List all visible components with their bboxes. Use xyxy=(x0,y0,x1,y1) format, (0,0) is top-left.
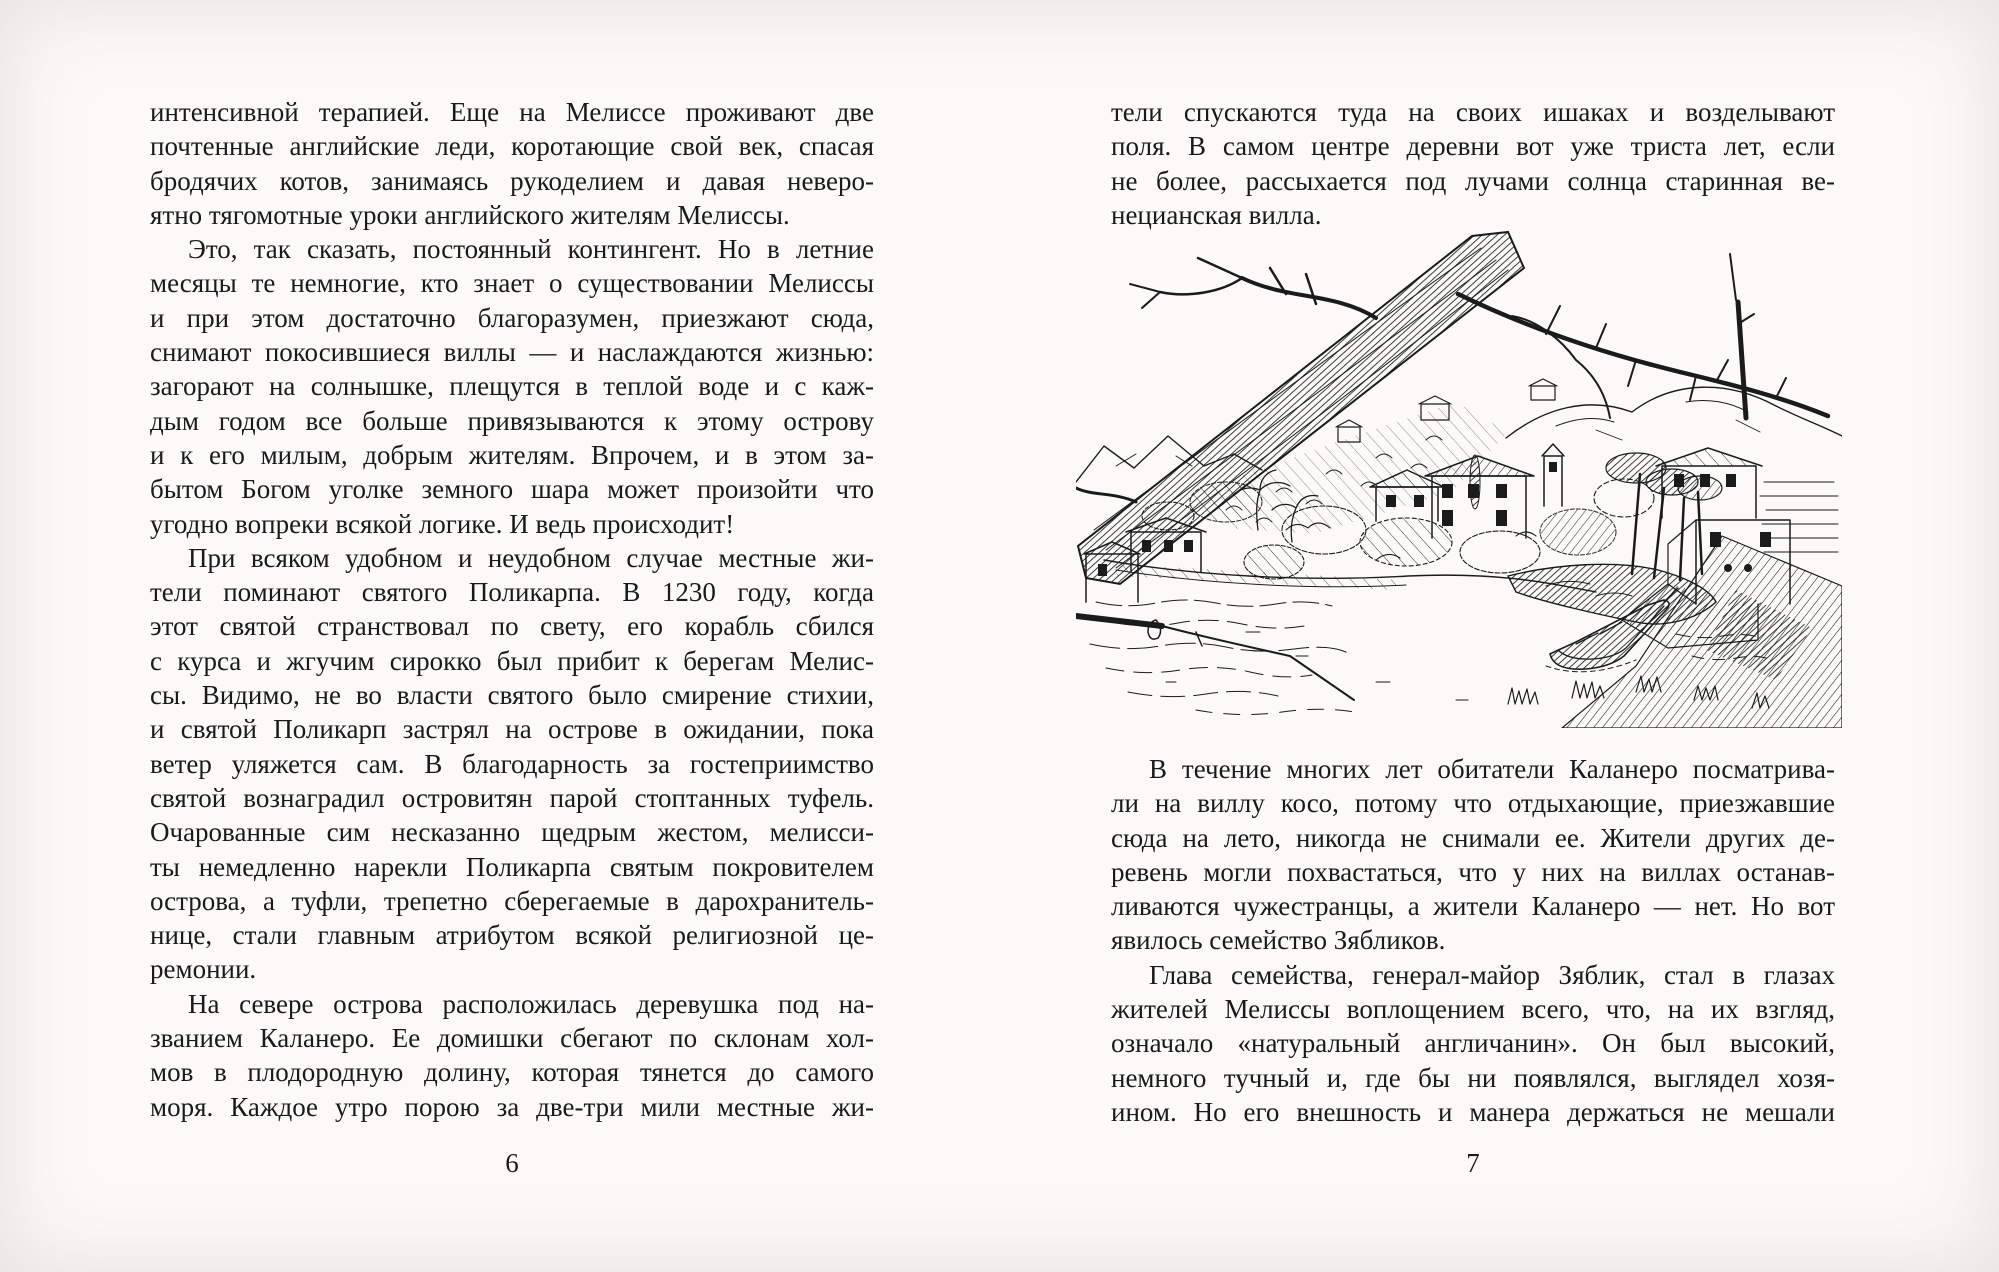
text-line: этот святой странствовал по свету, его корабль сбился xyxy=(150,611,874,642)
pine-trees xyxy=(1606,453,1722,580)
text-line: званием Каланеро. Ее домишки сбегают по склонам хол- xyxy=(150,1023,874,1054)
text-line: ты немедленно нарекли Поликарпа святым покровителем xyxy=(150,851,874,882)
text-line: острова, а туфли, трепетно сберегаемые в дарохранитель- xyxy=(150,885,874,916)
text-line: и к его милым, добрым жителям. Впрочем, и в этом за- xyxy=(150,439,874,470)
text-line: сюда на лето, никогда не снимали ее. Жители других де- xyxy=(1111,822,1835,853)
text-line: угодно вопреки всякой логике. И ведь происходит! xyxy=(150,508,735,539)
text-line: интенсивной терапией. Еще на Мелиссе проживают две xyxy=(150,97,874,127)
text-line: не более, рассыхается под лучами солнца старинная ве- xyxy=(1111,165,1835,196)
text-line: Очарованные сим несказанно щедрым жестом, мелисси- xyxy=(150,817,874,848)
text-line: мов в плодородную долину, которая тянется до самого xyxy=(150,1057,874,1088)
text-line: загорают на солнышке, плещутся в теплой воде и с каж- xyxy=(150,371,874,402)
text-line: В течение многих лет обитатели Каланеро посматрива- xyxy=(1149,754,1835,784)
text-line: ветер уляжется сам. В благодарность за гостеприимство xyxy=(150,748,874,779)
text-line: нице, стали главным атрибутом всякой религиозной це- xyxy=(150,920,874,951)
text-line: нецианская вилла. xyxy=(1111,199,1322,230)
text-line: ремонии. xyxy=(150,954,257,985)
right-page-text-bottom xyxy=(1111,752,1835,1129)
text-line: с курса и жгучим сирокко был прибит к берегам Мелис- xyxy=(150,645,874,676)
text-line: ревень могли похвастаться, что у них на виллах останав- xyxy=(1111,856,1835,887)
text-line: святой вознаградил островитян парой стоптанных туфель. xyxy=(150,782,874,813)
text-line: и святой Поликарп застрял на острове в ожидании, пока xyxy=(150,714,874,745)
text-line: дым годом все больше привязываются к этому острову xyxy=(150,405,874,436)
text-line: почтенные английские леди, коротающие свой век, спасая xyxy=(150,131,874,162)
text-line: ином. Но его внешность и манера держаться не мешали xyxy=(1111,1096,1835,1127)
text-line: тели спускаются туда на своих ишаках и возделывают xyxy=(1111,97,1835,127)
text-line: сы. Видимо, не во власти святого было смирение стихии, xyxy=(150,680,874,711)
text-line: означало «натуральный англичанин». Он был высокий, xyxy=(1111,1028,1835,1059)
right-page-text-top xyxy=(1111,95,1835,232)
page-number-left: 6 xyxy=(505,1148,519,1178)
text-line: и при этом достаточно благоразумен, приезжают сюда, xyxy=(150,302,874,333)
text-line: Глава семейства, генерал-майор Зяблик, стал в глазах xyxy=(1149,959,1835,990)
text-line: явилось семейство Зябликов. xyxy=(1111,925,1446,956)
text-line: месяцы те немногие, кто знает о существовании Мелиссы xyxy=(150,268,874,299)
text-line: ливаются чужестранцы, а жители Каланеро — нет. Но вот xyxy=(1111,891,1835,922)
text-line: бытом Богом уголке земного шара может произойти что xyxy=(150,474,874,505)
text-line: бродячих котов, занимаясь рукоделием и давая неверо- xyxy=(150,165,874,196)
text-line: Это, так сказать, постоянный контингент. Но в летние xyxy=(188,234,874,265)
text-line: тели поминают святого Поликарпа. В 1230 году, когда xyxy=(150,577,874,608)
text-line: ятно тягомотные уроки английского жителям Мелиссы. xyxy=(150,199,790,230)
text-line: немного тучный и, где бы ни появлялся, выглядел хозя- xyxy=(1111,1062,1835,1093)
terraces xyxy=(1760,482,1838,552)
text-line: поля. В самом центре деревни вот уже триста лет, если xyxy=(1111,131,1835,162)
text-line: снимают покосившиеся виллы — и наслаждаются жизнью: xyxy=(150,337,874,368)
slope-and-grass xyxy=(1508,536,1842,728)
text-line: моря. Каждое утро порою за две-три мили местные жи- xyxy=(150,1091,874,1122)
text-line: ли на виллу косо, потому что отдыхающие, приезжавшие xyxy=(1111,788,1835,819)
left-page-text xyxy=(150,95,874,1124)
page-number-right: 7 xyxy=(1466,1148,1480,1178)
text-line: При всяком удобном и неудобном случае местные жи- xyxy=(188,542,874,573)
text-line: жителей Мелиссы воплощением всего, что, на их взгляд, xyxy=(1111,994,1835,1025)
text-line: На севере острова расположилась деревушка под на- xyxy=(188,988,874,1019)
village-illustration xyxy=(1076,230,1842,728)
